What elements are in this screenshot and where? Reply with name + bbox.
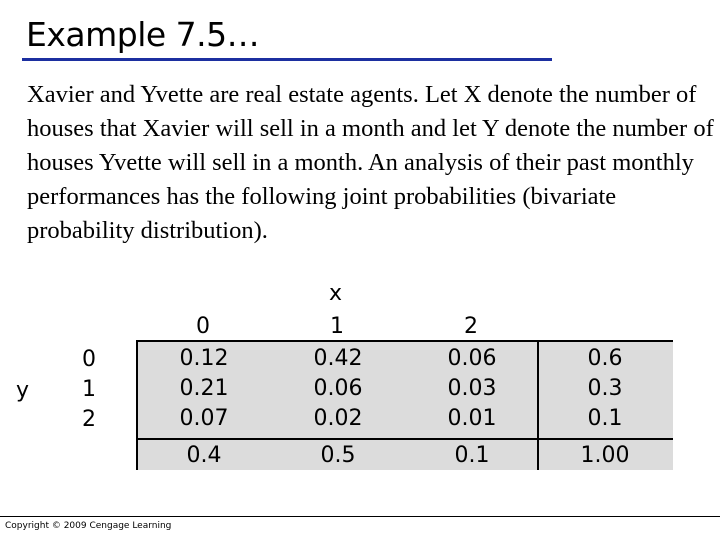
y-value-label-2: 2 — [82, 407, 96, 432]
table-border-top — [136, 340, 673, 342]
table-cell: 0.01 — [447, 406, 497, 431]
table-cell-marginal: 0.3 — [587, 376, 623, 401]
table-total-cell: 0.1 — [454, 443, 490, 468]
x-value-header-0: 0 — [196, 314, 210, 339]
table-cell: 0.06 — [313, 376, 363, 401]
table-cell: 0.02 — [313, 406, 363, 431]
copyright-notice: Copyright © 2009 Cengage Learning — [5, 521, 172, 531]
table-total-cell: 0.4 — [186, 443, 222, 468]
y-axis-label: y — [16, 378, 30, 403]
table-cell: 0.03 — [447, 376, 497, 401]
table-total-cell: 0.5 — [320, 443, 356, 468]
x-value-header-2: 2 — [464, 314, 478, 339]
table-cell: 0.21 — [179, 376, 229, 401]
table-cell-marginal: 0.6 — [587, 346, 623, 371]
table-cell-marginal: 0.1 — [587, 406, 623, 431]
table-grand-total: 1.00 — [580, 443, 630, 468]
slide-title: Example 7.5… — [26, 15, 260, 54]
x-axis-label: x — [329, 281, 343, 306]
x-value-header-1: 1 — [330, 314, 344, 339]
footer-rule — [0, 516, 720, 517]
joint-probability-table — [136, 340, 673, 470]
y-value-label-1: 1 — [82, 377, 96, 402]
table-cell: 0.06 — [447, 346, 497, 371]
table-divider-totals — [136, 438, 673, 440]
table-cell: 0.07 — [179, 406, 229, 431]
y-value-label-0: 0 — [82, 347, 96, 372]
table-cell: 0.42 — [313, 346, 363, 371]
problem-statement: Xavier and Yvette are real estate agents. Let X denote the number of houses that Xavier will sell in a month and let Y denote the number of houses Yvette will sell in a month. An analysis of their past monthly performances has the following joint probabilities (bivariate probability distribution). — [27, 81, 714, 244]
title-underline — [22, 58, 552, 61]
table-cell: 0.12 — [179, 346, 229, 371]
